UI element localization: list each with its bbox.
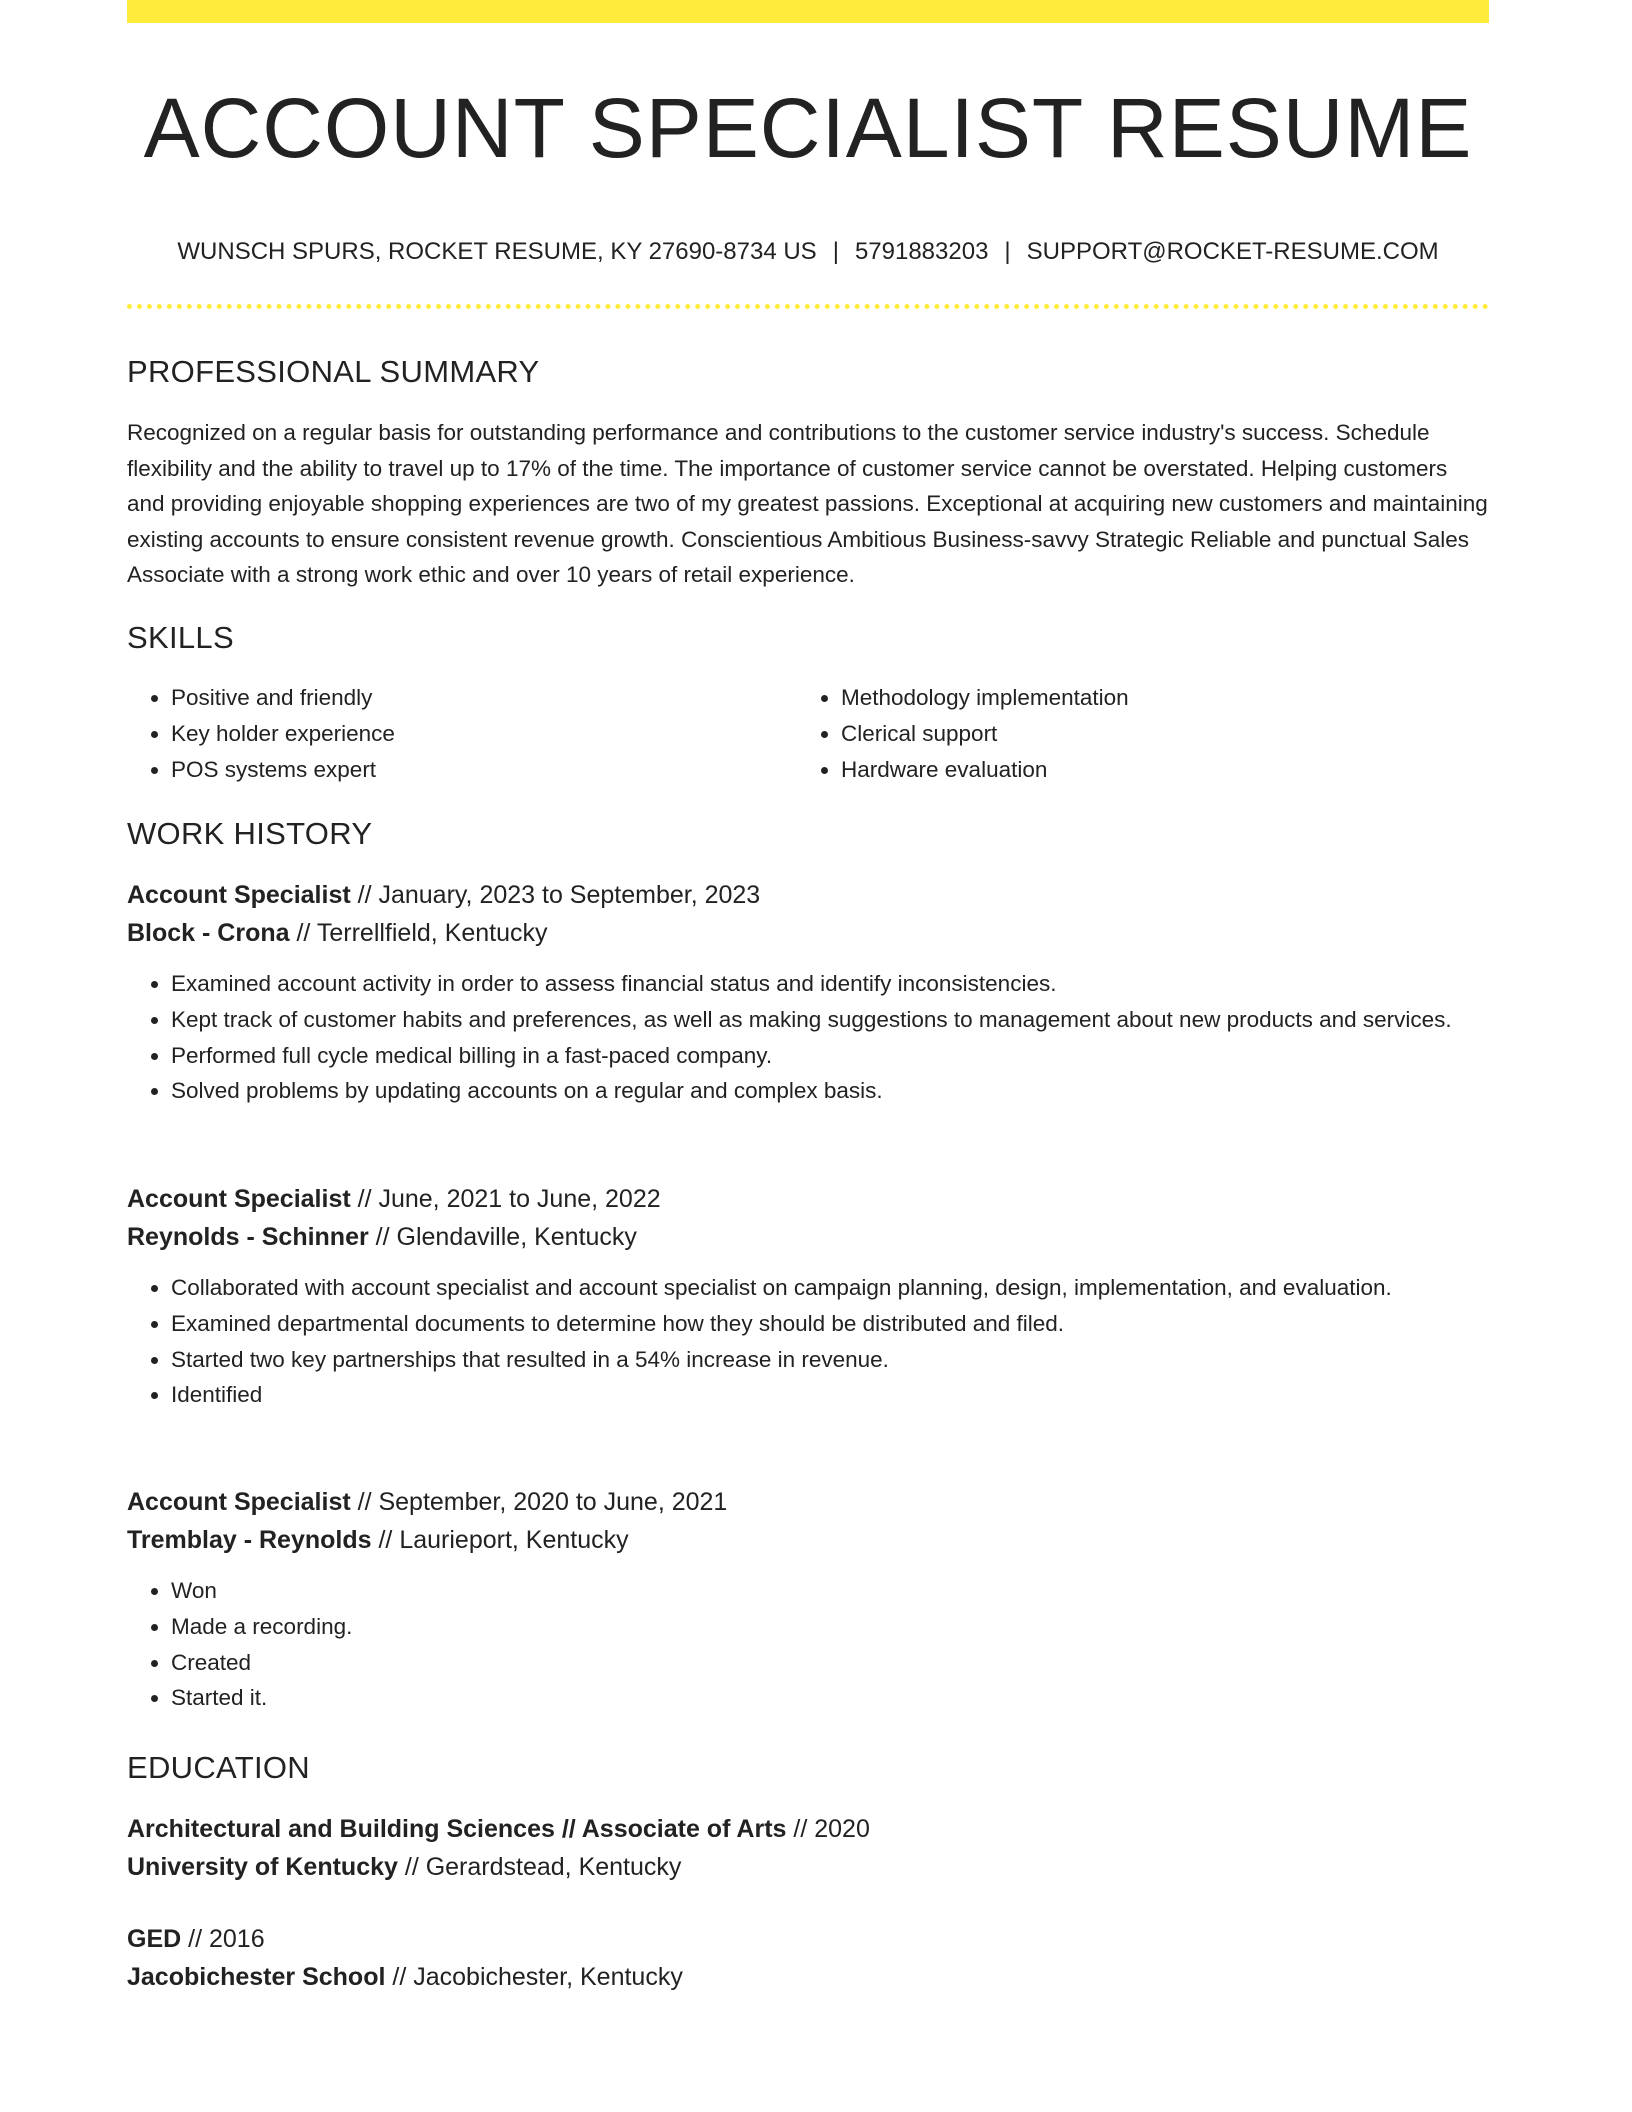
job-bullet: • Examined departmental documents to determine how they should be distributed and filed. <box>171 1306 1489 1342</box>
skill-item: • POS systems expert <box>171 752 807 788</box>
education-year: // 2020 <box>793 1815 870 1843</box>
job-entry <box>127 1180 1489 1413</box>
education-degree: GED <box>127 1925 182 1953</box>
education-school-line <box>127 1848 1489 1886</box>
job-title: Account Specialist <box>127 1488 351 1516</box>
job-title-line <box>127 1483 1489 1521</box>
skill-item: • Hardware evaluation <box>841 752 1477 788</box>
job-bullet: • Won <box>171 1573 1489 1609</box>
job-dates: // June, 2021 to June, 2022 <box>357 1185 661 1213</box>
education-location: // Gerardstead, Kentucky <box>404 1853 682 1881</box>
education-entry <box>127 1920 1489 1996</box>
job-company: Block - Crona <box>127 919 290 947</box>
job-company-line <box>127 914 1489 952</box>
skills-column-left <box>127 680 807 787</box>
contact-line <box>127 236 1489 268</box>
education-school-line <box>127 1958 1489 1996</box>
skill-item: • Methodology implementation <box>841 680 1477 716</box>
summary-text: Recognized on a regular basis for outstanding performance and contributions to the customer service industry's success. Schedule flexibility and the ability to travel up to 17% of the time. The importance of customer service cannot be overstated. Helping customers and providing enjoyable shopping experiences are two of my greatest passions. Exceptional at acquiring new customers and maintaining existing accounts to ensure consistent revenue growth. Conscientious Ambitious Business-savvy Strategic Reliable and punctual Sales Associate with a strong work ethic and over 10 years of retail experience. <box>127 420 1488 588</box>
job-entry <box>127 1483 1489 1716</box>
education-heading: EDUCATION <box>127 1750 310 1785</box>
job-bullet: • Collaborated with account specialist and account specialist on campaign planning, design, implementation, and evaluation. <box>171 1270 1489 1306</box>
contact-email: SUPPORT@ROCKET-RESUME.COM <box>1026 238 1439 265</box>
skill-item: • Key holder experience <box>171 716 807 752</box>
job-dates: // September, 2020 to June, 2021 <box>357 1488 728 1516</box>
job-title: Account Specialist <box>127 1185 351 1213</box>
education-year: // 2016 <box>188 1925 265 1953</box>
header-divider <box>127 304 1489 309</box>
job-company: Tremblay - Reynolds <box>127 1526 372 1554</box>
job-company: Reynolds - Schinner <box>127 1223 369 1251</box>
job-bullets <box>127 1270 1489 1413</box>
education-degree: Architectural and Building Sciences // Associate of Arts <box>127 1815 787 1843</box>
job-dates: // January, 2023 to September, 2023 <box>357 881 761 909</box>
job-title-line <box>127 876 1489 914</box>
job-title: Account Specialist <box>127 881 351 909</box>
job-bullet: • Started it. <box>171 1680 1489 1716</box>
job-bullet: • Performed full cycle medical billing in a fast-paced company. <box>171 1038 1489 1074</box>
contact-address: WUNSCH SPURS, ROCKET RESUME, KY 27690-8734 US <box>177 238 817 265</box>
skill-item: • Positive and friendly <box>171 680 807 716</box>
contact-separator: | <box>832 238 839 265</box>
job-bullet: • Identified <box>171 1377 1489 1413</box>
job-location: // Terrellfield, Kentucky <box>296 919 548 947</box>
contact-phone: 5791883203 <box>854 238 989 265</box>
education-degree-line <box>127 1920 1489 1958</box>
education-school: Jacobichester School <box>127 1963 386 1991</box>
job-bullets <box>127 966 1489 1109</box>
page-title: ACCOUNT SPECIALIST RESUME <box>143 81 1473 175</box>
job-bullet: • Examined account activity in order to assess financial status and identify inconsistencies. <box>171 966 1489 1002</box>
job-company-line <box>127 1521 1489 1559</box>
skills-list-left <box>127 680 807 787</box>
top-accent-bar <box>127 0 1489 23</box>
job-location: // Glendaville, Kentucky <box>375 1223 637 1251</box>
job-bullet: • Kept track of customer habits and preferences, as well as making suggestions to management about new products and services. <box>171 1002 1489 1038</box>
contact-separator: | <box>1004 238 1011 265</box>
job-bullet: • Started two key partnerships that resulted in a 54% increase in revenue. <box>171 1342 1489 1378</box>
job-bullet: • Created <box>171 1645 1489 1681</box>
education-school: University of Kentucky <box>127 1853 398 1881</box>
education-entry <box>127 1810 1489 1886</box>
education-degree-line <box>127 1810 1489 1848</box>
job-title-line <box>127 1180 1489 1218</box>
job-bullet: • Solved problems by updating accounts on a regular and complex basis. <box>171 1073 1489 1109</box>
job-entry <box>127 876 1489 1109</box>
education-location: // Jacobichester, Kentucky <box>392 1963 683 1991</box>
work-history-heading: WORK HISTORY <box>127 816 373 851</box>
job-location: // Laurieport, Kentucky <box>378 1526 629 1554</box>
skills-column-right <box>797 680 1477 787</box>
summary-heading: PROFESSIONAL SUMMARY <box>127 354 540 389</box>
skills-list-right <box>797 680 1477 787</box>
skills-heading: SKILLS <box>127 620 234 655</box>
job-bullets <box>127 1573 1489 1716</box>
skill-item: • Clerical support <box>841 716 1477 752</box>
job-company-line <box>127 1218 1489 1256</box>
job-bullet: • Made a recording. <box>171 1609 1489 1645</box>
